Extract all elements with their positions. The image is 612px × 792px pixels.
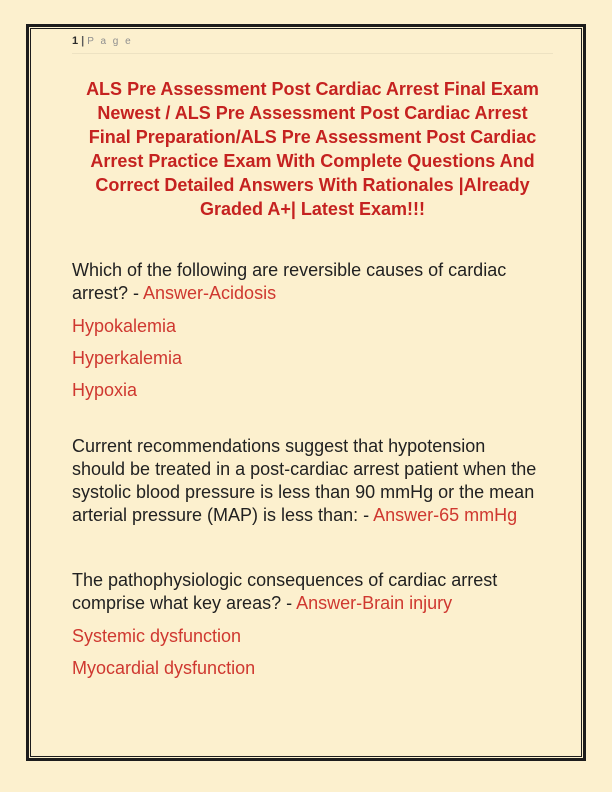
title-line: ALS Pre Assessment Post Cardiac Arrest Final Exam (86, 79, 539, 99)
title-line: Correct Detailed Answers With Rationales |Already (95, 175, 530, 195)
question-line (72, 282, 553, 305)
page-border-inner (30, 28, 582, 757)
question-line (72, 504, 553, 527)
title-line: Graded A+| Latest Exam!!! (200, 199, 425, 219)
option-line: Hyperkalemia (72, 348, 183, 368)
title-line: Arrest Practice Exam With Complete Questions And (90, 151, 535, 171)
answer-text: Answer-65 mmHg (373, 505, 518, 525)
option-line: Hypokalemia (72, 316, 177, 336)
question-text: comprise what key areas? - (72, 593, 297, 613)
question-text: arrest? - (72, 283, 144, 303)
question-text: Which of the following are reversible causes of cardiac (72, 260, 507, 280)
document-title (72, 77, 553, 221)
answer-text: Answer-Brain injury (296, 593, 453, 613)
question-line (72, 435, 553, 458)
question-line (72, 458, 553, 481)
question-line (72, 569, 553, 592)
page-header (72, 36, 553, 54)
question-block-1 (72, 259, 553, 402)
question-line (72, 481, 553, 504)
question-line (72, 592, 553, 615)
question-block-2 (72, 435, 553, 527)
question-line (72, 259, 553, 282)
page-label: P a g e (87, 36, 133, 47)
title-line: Newest / ALS Pre Assessment Post Cardiac Arrest (97, 103, 528, 123)
option-line: Systemic dysfunction (72, 626, 242, 646)
answer-options (72, 625, 553, 680)
question-text: should be treated in a post-cardiac arrest patient when the (72, 459, 537, 479)
answer-options (72, 315, 553, 402)
question-text: The pathophysiologic consequences of cardiac arrest (72, 570, 498, 590)
question-text: Current recommendations suggest that hypotension (72, 436, 486, 456)
page-border-frame (26, 24, 586, 761)
question-text: arterial pressure (MAP) is less than: - (72, 505, 374, 525)
answer-text: Answer-Acidosis (143, 283, 277, 303)
question-text: systolic blood pressure is less than 90 mmHg or the mean (72, 482, 535, 502)
page-content (31, 29, 581, 680)
header-separator: | (81, 35, 85, 47)
title-line: Final Preparation/ALS Pre Assessment Post Cardiac (88, 127, 537, 147)
page-number: 1 (72, 35, 79, 47)
question-block-3 (72, 569, 553, 680)
option-line: Hypoxia (72, 380, 138, 400)
option-line: Myocardial dysfunction (72, 658, 256, 678)
